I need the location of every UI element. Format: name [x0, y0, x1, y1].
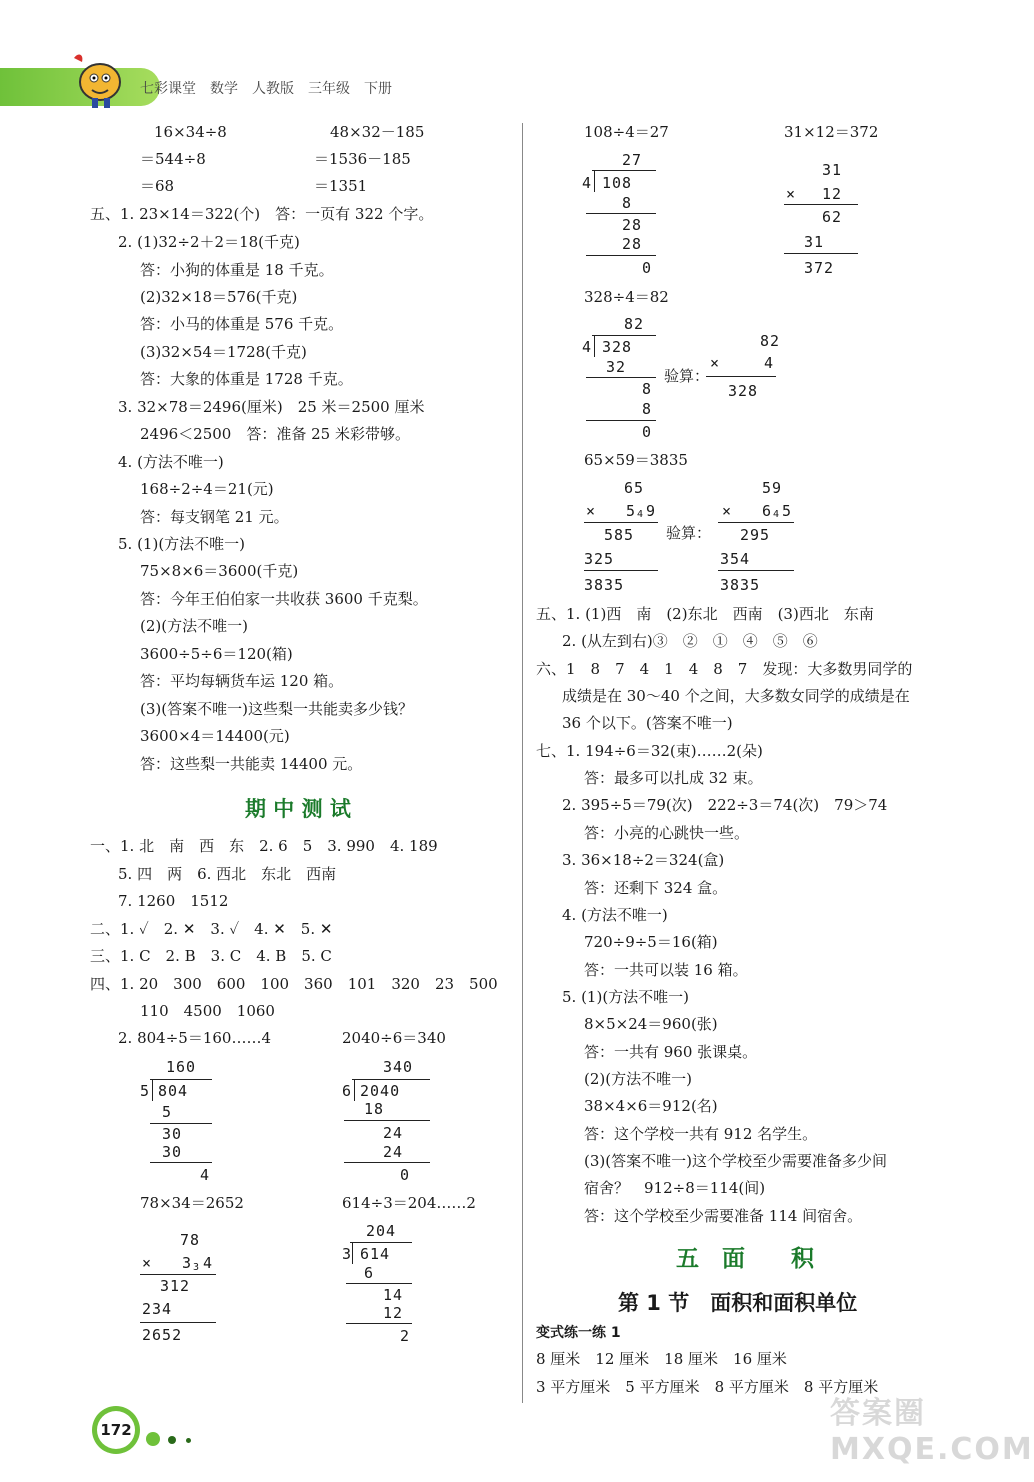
l-s5-0: 五、1. 23×14＝322(个) 答：一页有 322 个字。 [90, 205, 434, 223]
div4-r1: 8 [622, 194, 633, 212]
chapter-title: 五 面 积 [676, 1246, 814, 1272]
mul2-p1: 62 [822, 208, 843, 226]
mul3-b: 4 [764, 354, 775, 372]
div4-line2 [586, 255, 656, 256]
calc2-line2: ＝1536－185 [314, 150, 411, 168]
page-number-badge [92, 1406, 140, 1454]
r-s7-17: 答：这个学校至少需要准备 114 间宿舍。 [584, 1207, 863, 1225]
practice-line-1: 8 厘米 12 厘米 18 厘米 16 厘米 [536, 1350, 787, 1368]
div4-r3: 28 [622, 235, 643, 253]
r-s7-13: 38×4×6＝912(名) [584, 1097, 718, 1115]
div1-r2: 30 [162, 1125, 183, 1143]
div4-bar [592, 170, 656, 171]
div5-line1 [586, 377, 656, 378]
mul4-line1 [584, 522, 658, 523]
r-s7-9: 5. (1)(方法不唯一) [562, 988, 690, 1006]
div1-line2 [150, 1162, 212, 1163]
r-s7-6: 4. (方法不唯一) [562, 906, 668, 924]
calc1-line3: ＝68 [140, 177, 175, 195]
l-s5-1: 2. (1)32÷2＋2＝18(千克) [118, 233, 300, 251]
mul4-result: 3835 [584, 576, 625, 594]
div3-line1 [346, 1283, 412, 1284]
mul5-times: × [722, 502, 733, 520]
r-s7-8: 答：一共可以装 16 箱。 [584, 961, 748, 979]
r-s7-16: 宿舍？ 912÷8＝114(间) [584, 1179, 766, 1197]
l-s5-14: 答：今年王伯伯家一共收获 3600 千克梨。 [140, 590, 428, 608]
div1-dividend: 804 [158, 1082, 189, 1100]
mul1-carry: 3 [193, 1262, 201, 1273]
l-s5-6: 答：大象的体重是 1728 千克。 [140, 370, 353, 388]
div1-r3: 30 [162, 1143, 183, 1161]
r-s7-1: 答：最多可以扎成 32 束。 [584, 769, 763, 787]
r-s5-1: 2. (从左到右)③ ② ① ④ ⑤ ⑥ [562, 632, 818, 650]
div5-r4: 0 [642, 423, 653, 441]
div1-line1 [150, 1123, 212, 1124]
mul2-p2: 31 [804, 233, 825, 251]
mul1-times: × [142, 1254, 153, 1272]
div2-quotient: 340 [383, 1058, 414, 1076]
mul4-a: 65 [624, 479, 645, 497]
mul4-p2: 325 [584, 550, 615, 568]
mul5-result: 3835 [720, 576, 761, 594]
l-s5-19: 3600×4＝14400(元) [140, 727, 290, 745]
l-mt-3: 二、1. ✓ 2. ✕ 3. ✓ 4. ✕ 5. ✕ [90, 920, 333, 938]
l-s5-11: 答：每支钢笔 21 元。 [140, 508, 289, 526]
l-mt-5: 四、1. 20 300 600 100 360 101 320 23 500 [90, 975, 498, 993]
mul4-times: × [586, 502, 597, 520]
l-s5-10: 168÷2÷4＝21(元) [140, 480, 274, 498]
page-number: 172 [97, 1411, 135, 1449]
div2-r1: 18 [364, 1100, 385, 1118]
l-s5-2: 答：小狗的体重是 18 千克。 [140, 261, 334, 279]
mul4-b: 5 [626, 502, 637, 520]
l-mt-10: 614÷3＝204……2 [342, 1194, 476, 1212]
dot-large [146, 1432, 160, 1446]
div4-r2: 28 [622, 216, 643, 234]
div2-r2: 24 [383, 1124, 404, 1142]
column-divider [522, 123, 523, 1403]
l-s5-8: 2496＜2500 答：准备 25 米彩带够。 [140, 425, 410, 443]
calc1-line2: ＝544÷8 [140, 150, 206, 168]
l-s5-3: (2)32×18＝576(千克) [140, 288, 298, 306]
div5-r1: 32 [606, 358, 627, 376]
div3-dividend: 614 [360, 1245, 391, 1263]
div2-bar [352, 1079, 430, 1080]
mul1-b: 3 [182, 1254, 193, 1272]
section-title: 第 1 节 面积和面积单位 [618, 1291, 858, 1315]
mul2-line2 [784, 253, 858, 254]
div2-bracket [354, 1079, 355, 1101]
mul1-p1: 312 [160, 1277, 191, 1295]
watermark: 答案圈 MXQE.COM [830, 1396, 1034, 1467]
l-mt-4: 三、1. C 2. B 3. C 4. B 5. C [90, 947, 332, 965]
mul1-b2: 4 [203, 1254, 214, 1272]
mul5-carry: 4 [773, 509, 781, 520]
l-mt-9: 78×34＝2652 [140, 1194, 244, 1212]
l-mt-0: 一、1. 北 南 西 东 2. 6 5 3. 990 4. 189 [90, 837, 438, 855]
mul5-b2: 5 [782, 502, 793, 520]
r-s7-14: 答：这个学校一共有 912 名学生。 [584, 1125, 818, 1143]
l-s5-9: 4. (方法不唯一) [118, 453, 224, 471]
div1-bar [150, 1079, 212, 1080]
mul3-line [706, 376, 776, 377]
r-s6-0: 六、1 8 7 4 1 4 8 7 发现：大多数男同学的 [536, 660, 913, 678]
mul1-result: 2652 [142, 1326, 183, 1344]
calc1-line1: 16×34÷8 [154, 123, 227, 141]
check-label-2: 验算： [666, 524, 712, 542]
div5-divisor: 4 [582, 338, 593, 356]
dot-small [186, 1438, 191, 1443]
div3-bracket [352, 1242, 353, 1264]
div3-bar [350, 1242, 412, 1243]
l-s5-17: 答：平均每辆货车运 120 箱。 [140, 672, 344, 690]
div5-r3: 8 [642, 400, 653, 418]
l-mt-7: 2. 804÷5＝160……4 [118, 1029, 271, 1047]
div4-divisor: 4 [582, 174, 593, 192]
check-label-1: 验算： [664, 367, 710, 385]
l-mt-6: 110 4500 1060 [140, 1002, 275, 1020]
calc2-line3: ＝1351 [314, 177, 368, 195]
r-s7-12: (2)(方法不唯一) [584, 1070, 692, 1088]
r-s7-11: 答：一共有 960 张课桌。 [584, 1043, 758, 1061]
midterm-title: 期 中 测 试 [245, 797, 351, 821]
div5-r2: 8 [642, 380, 653, 398]
r-s6-2: 36 个以下。(答案不唯一) [562, 714, 733, 732]
mul5-p1: 295 [740, 526, 771, 544]
div4-quotient: 27 [622, 151, 643, 169]
l-s5-15: (2)(方法不唯一) [140, 617, 248, 635]
div4-dividend: 108 [602, 174, 633, 192]
r-s7-0: 七、1. 194÷6＝32(束)……2(朵) [536, 742, 763, 760]
mul5-line1 [718, 522, 794, 523]
div3-r1: 6 [364, 1264, 375, 1282]
div1-bracket [152, 1079, 153, 1101]
div2-r3: 24 [383, 1143, 404, 1161]
l-s5-20: 答：这些梨一共能卖 14400 元。 [140, 755, 363, 773]
mul3-times: × [710, 354, 721, 372]
r-s7-2: 2. 395÷5＝79(次) 222÷3＝74(次) 79＞74 [562, 796, 888, 814]
mul2-line1 [784, 204, 858, 205]
mul1-a: 78 [180, 1231, 201, 1249]
l-s5-7: 3. 32×78＝2496(厘米) 25 米＝2500 厘米 [118, 398, 425, 416]
r-s7-10: 8×5×24＝960(张) [584, 1015, 718, 1033]
div3-line2 [346, 1323, 412, 1324]
mul1-line1 [140, 1274, 216, 1275]
div1-r1: 5 [162, 1103, 173, 1121]
div3-r2: 14 [383, 1286, 404, 1304]
div1-divisor: 5 [140, 1082, 151, 1100]
practice-label: 变式练一练 1 [536, 1325, 621, 1341]
mul5-line2 [718, 570, 794, 571]
div2-r4: 0 [400, 1166, 411, 1184]
r-s7-3: 答：小亮的心跳快一些。 [584, 824, 750, 842]
l-s5-18: (3)(答案不唯一)这些梨一共能卖多少钱？ [140, 700, 413, 718]
div5-bracket [594, 335, 595, 357]
l-s5-16: 3600÷5÷6＝120(箱) [140, 645, 293, 663]
r-eq4: 65×59＝3835 [584, 451, 688, 469]
div2-line2 [344, 1162, 430, 1163]
r-s7-7: 720÷9÷5＝16(箱) [584, 933, 718, 951]
div5-line2 [586, 420, 656, 421]
l-s5-13: 75×8×6＝3600(千克) [140, 562, 299, 580]
r-s7-4: 3. 36×18÷2＝324(盒) [562, 851, 725, 869]
r-s7-15: (3)(答案不唯一)这个学校至少需要准备多少间 [584, 1152, 887, 1170]
mul2-times: × [786, 185, 797, 203]
div2-dividend: 2040 [360, 1082, 401, 1100]
mul5-b: 6 [762, 502, 773, 520]
l-mt-1: 5. 四 两 6. 西北 东北 西南 [118, 865, 337, 883]
div1-r4: 4 [200, 1166, 211, 1184]
mul4-b2: 9 [646, 502, 657, 520]
mul2-result: 372 [804, 259, 835, 277]
div3-r4: 2 [400, 1327, 411, 1345]
dot-medium [168, 1436, 176, 1444]
mul2-b: 12 [822, 185, 843, 203]
r-s7-5: 答：还剩下 324 盒。 [584, 879, 728, 897]
mul3-a: 82 [760, 332, 781, 350]
div4-bracket [594, 170, 595, 192]
mul5-p2: 354 [720, 550, 751, 568]
div5-bar [592, 335, 656, 336]
mul4-line2 [584, 570, 658, 571]
practice-line-2: 3 平方厘米 5 平方厘米 8 平方厘米 8 平方厘米 [536, 1378, 879, 1396]
mascot-icon [64, 50, 134, 110]
header-text: 七彩课堂 数学 人教版 三年级 下册 [140, 81, 392, 97]
mul1-line2 [140, 1322, 216, 1323]
l-mt-2: 7. 1260 1512 [118, 892, 229, 910]
mul4-carry: 4 [637, 509, 645, 520]
div4-r4: 0 [642, 259, 653, 277]
l-s5-5: (3)32×54＝1728(千克) [140, 343, 307, 361]
div2-line1 [344, 1120, 430, 1121]
div1-quotient: 160 [166, 1058, 197, 1076]
mul5-a: 59 [762, 479, 783, 497]
r-s5-0: 五、1. (1)西 南 (2)东北 西南 (3)西北 东南 [536, 605, 874, 623]
calc2-line1: 48×32－185 [330, 123, 425, 141]
r-eq2: 31×12＝372 [784, 123, 879, 141]
l-mt-8: 2040÷6＝340 [342, 1029, 446, 1047]
div3-quotient: 204 [366, 1222, 397, 1240]
r-s6-1: 成绩是在 30～40 个之间，大多数女同学的成绩是在 [562, 687, 910, 705]
mul2-a: 31 [822, 161, 843, 179]
r-eq3: 328÷4＝82 [584, 288, 669, 306]
div3-divisor: 3 [342, 1245, 353, 1263]
mul4-p1: 585 [604, 526, 635, 544]
r-eq1: 108÷4＝27 [584, 123, 669, 141]
div3-r3: 12 [383, 1304, 404, 1322]
l-s5-4: 答：小马的体重是 576 千克。 [140, 315, 344, 333]
mul3-result: 328 [728, 382, 759, 400]
mul1-p2: 234 [142, 1300, 173, 1318]
div2-divisor: 6 [342, 1082, 353, 1100]
l-s5-12: 5. (1)(方法不唯一) [118, 535, 246, 553]
div5-dividend: 328 [602, 338, 633, 356]
div5-quotient: 82 [624, 315, 645, 333]
div4-line1 [586, 213, 656, 214]
